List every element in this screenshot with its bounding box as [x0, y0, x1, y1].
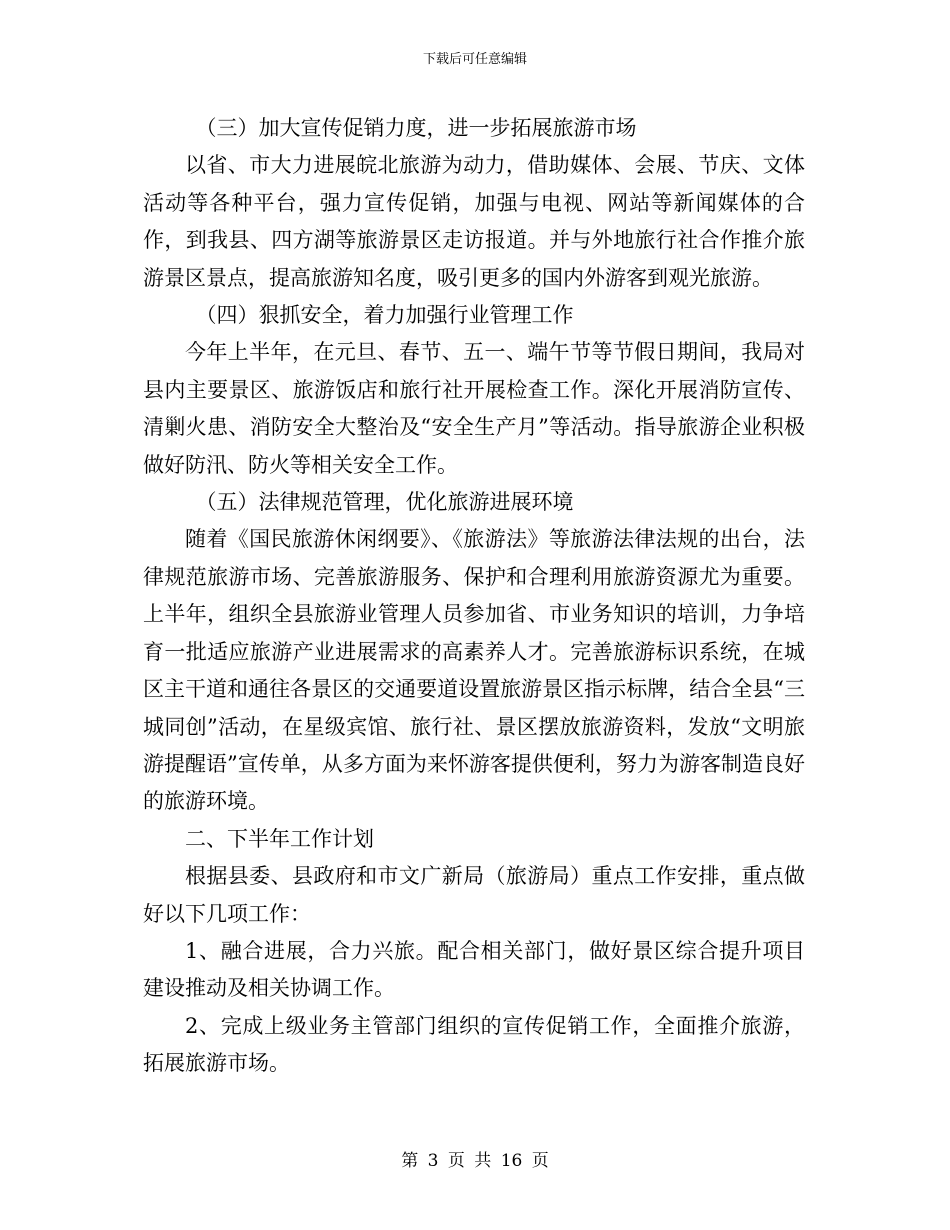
body-paragraph: 以省、市大力进展皖北旅游为动力，借助媒体、会展、节庆、文体活动等各种平台，强力宣传促销，加强与电视、网站等新闻媒体的合作，到我县、四方湖等旅游景区走访报道。并与外地旅行社合作推介旅游景区景点，提高旅游知名度，吸引更多的国内外游客到观光旅游。	[143, 153, 805, 290]
section-heading-5: （五）法律规范管理，优化旅游进展环境	[195, 490, 574, 515]
section-heading-4: （四）狠抓安全，着力加强行业管理工作	[195, 303, 574, 328]
plan-item-2: 2、完成上级业务主管部门组织的宣传促销工作，全面推介旅游，拓展旅游市场。	[143, 1013, 805, 1076]
body-paragraph: 根据县委、县政府和市文广新局（旅游局）重点工作安排，重点做好以下几项工作：	[143, 864, 805, 926]
body-paragraph: 随着《国民旅游休闲纲要》、《旅游法》等旅游法律法规的出台，法律规范旅游市场、完善旅游服务、保护和合理利用旅游资源尤为重要。上半年，组织全县旅游业管理人员参加省、市业务知识的培训，力争培育一批适应旅游产业进展需求的高素养人才。完善旅游标识系统，在城区主干道和通往各景区的交通要道设置旅游景区指示标牌，结合全县“三城同创”活动，在星级宾馆、旅行社、景区摆放旅游资料，发放“文明旅游提醒语”宣传单，从多方面为来怀游客提供便利，努力为游客制造良好的旅游环境。	[143, 527, 805, 814]
page-header-note: 下载后可任意编辑	[422, 52, 527, 67]
body-paragraph: 今年上半年，在元旦、春节、五一、端午节等节假日期间，我局对县内主要景区、旅游饭店和旅行社开展检查工作。深化开展消防宣传、清剿火患、消防安全大整治及“安全生产月”等活动。指导旅游企业积极做好防汛、防火等相关安全工作。	[143, 340, 805, 477]
document-body	[143, 110, 805, 1083]
plan-item-1: 1、融合进展，合力兴旅。配合相关部门，做好景区综合提升项目建设推动及相关协调工作。	[143, 938, 805, 1001]
section-heading-plan: 二、下半年工作计划	[185, 826, 374, 851]
section-heading-3: （三）加大宣传促销力度，进一步拓展旅游市场	[195, 116, 637, 140]
page-number-footer: 第 3 页 共 16 页	[401, 1151, 549, 1171]
